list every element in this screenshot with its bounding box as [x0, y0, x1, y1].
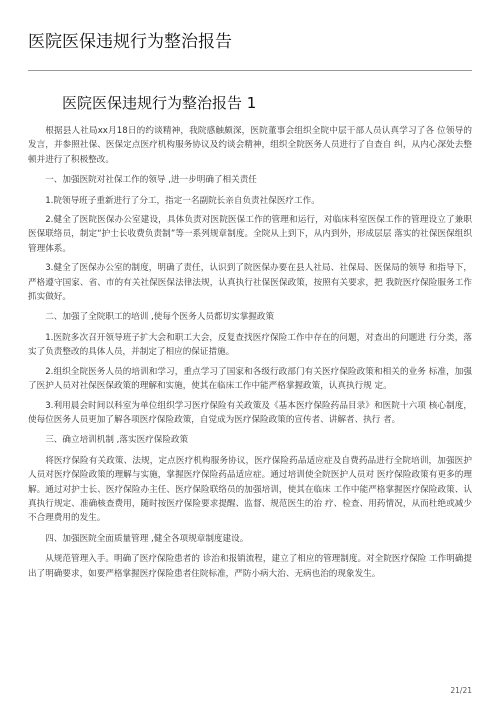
section-heading-1: 一、加强医院对社保工作的领导 ,进一步明确了相关责任: [45, 175, 257, 186]
document-title: 医院医保违规行为整治报告 1: [62, 94, 257, 112]
paragraph-intro: 根据县人社局xx月18日的约谈精神，我院感触颇深，医院董事会组织全院中层干部人员认真学习了各 位领导的发言，并参照社保、医保定点医疗机构服务协议及约谈会精神，组织全院医务人员进行了自查自 纠，从内心深处去整顿并进行了积极整改。: [28, 126, 472, 165]
paragraph: 将医疗保险有关政策、法规，定点医疗机构服务协议，医疗保险药品适应症及自费药品进行全院培训，加强医护人员对医疗保险政策的理解与实施，掌握医疗保险药品适应症。通过培训使全院医护人员对 医疗保险政策有更多的理解。通过对护士长、医疗保险办主任、医疗保险联络员的加强培训，使其在临床 工作中能严格掌握医疗保险政策、认真执行规定、准确核查费用，随时按医疗保险要求提醒、监督、规范医生的治 疗、检查、用药情况，从而杜绝或减少不合理费用的发生。: [28, 455, 472, 524]
document-body: [28, 124, 472, 586]
paragraph: 从规范管理入手。明确了医疗保险患者的 诊治和报销流程，建立了相应的管理制度。对全院医疗保险 工作明确提出了明确要求，如要严格掌握医疗保险患者住院标准，严防小病大治、无病也治的现象发生。: [28, 554, 472, 579]
paragraph: 2.健全了医院医保办公室建设，具体负责对医院医保工作的管理和运行，对临床科室医保工作的管理设立了兼职医保联络员，制定“护士长收费负责制”等一系列规章制度。全院从上到下，从内到外，形成层层 落实的社保医保组织管理体系。: [28, 215, 472, 254]
paragraph: 1.医院多次召开领导班子扩大会和职工大会，反复查找医疗保险工作中存在的问题，对查出的问题进 行分类，落实了负责整改的具体人员，并制定了相应的保证措施。: [28, 332, 472, 358]
section-heading-2: 二、加强了全院职工的培训 ,使每个医务人员都切实掌握政策: [45, 312, 275, 323]
paragraph: 3.健全了医保办公室的制度，明确了责任，认识到了院医保办要在县人社局、社保局、医保局的领导 和指导下，严格遵守国家、省、市的有关社保医保法律法规，认真执行社保医保政策，按照有关要求，把 我院医疗保险服务工作抓实做好。: [28, 263, 472, 303]
paragraph: 1.院领导班子重新进行了分工，指定一名副院长亲自负责社保医疗工作。: [45, 195, 320, 206]
header-divider: [28, 70, 472, 71]
paragraph: 2.组织全院医务人员的培训和学习，重点学习了国家和各级行政部门有关医疗保险政策和相关的业务 标准，加强了医护人员对社保医保政策的理解和实施，使其在临床工作中能严格掌握政策，认真执行规 定。: [28, 366, 472, 392]
page-number: 21/21: [450, 686, 472, 695]
page-header-title: 医院医保违规行为整治报告: [28, 32, 232, 52]
paragraph: 3.利用晨会时间以科室为单位组织学习医疗保险有关政策及《基本医疗保险药品目录》和医院十六项 核心制度，使每位医务人员更加了解各项医疗保险政策，自觉成为医疗保险政策的宣传者、讲解者、执行 者。: [28, 400, 472, 425]
section-heading-4: 四、加强医院全面质量管理 ,健全各项规章制度建设。: [45, 533, 249, 544]
section-heading-3: 三、确立培训机制 ,落实医疗保险政策: [45, 435, 189, 446]
